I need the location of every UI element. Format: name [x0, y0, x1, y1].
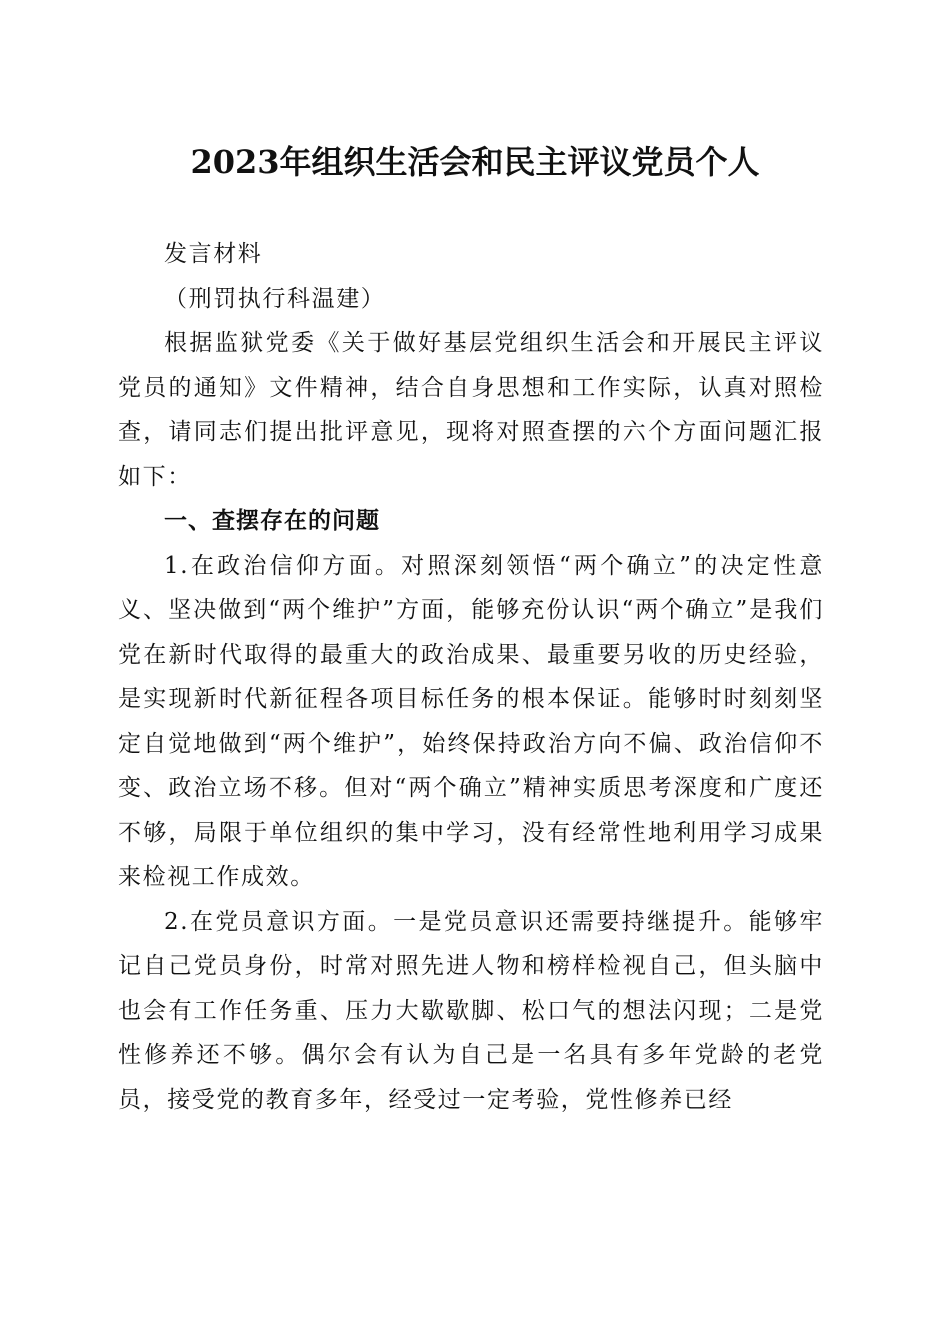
document-body	[118, 232, 824, 1122]
intro-paragraph: 根据监狱党委《关于做好基层党组织生活会和开展民主评议党员的通知》文件精神，结合自身思想和工作实际，认真对照检查，请同志们提出批评意见，现将对照查摆的六个方面问题汇报如下：	[118, 330, 824, 490]
document-subtitle: 发言材料	[164, 241, 263, 267]
document-title: 2023年组织生活会和民主评议党员个人	[190, 143, 760, 181]
item-paragraph-1: 1.在政治信仰方面。对照深刻领悟“两个确立”的决定性意义、坚决做到“两个维护”方面，能够充份认识“两个确立”是我们党在新时代取得的最重大的政治成果、最重要另收的历史经验，是实现新时代新征程各项目标任务的根本保证。能够时时刻刻坚定自觉地做到“两个维护”，始终保持政治方向不偏、政治信仰不变、政治立场不移。但对“两个确立”精神实质思考深度和广度还不够，局限于单位组织的集中学习，没有经常性地利用学习成果来检视工作成效。	[118, 552, 824, 890]
section-heading: 一、查摆存在的问题	[164, 508, 380, 534]
item-paragraph-2: 2.在党员意识方面。一是党员意识还需要持继提升。能够牢记自己党员身份，时常对照先进人物和榜样检视自己，但头脑中也会有工作任务重、压力大歇歇脚、松口气的想法闪现；二是党性修养还不够。偶尔会有认为自己是一名具有多年党龄的老党员，接受党的教育多年，经受过一定考验，党性修养已经	[118, 908, 824, 1113]
document-author: （刑罚执行科温建）	[164, 285, 386, 312]
